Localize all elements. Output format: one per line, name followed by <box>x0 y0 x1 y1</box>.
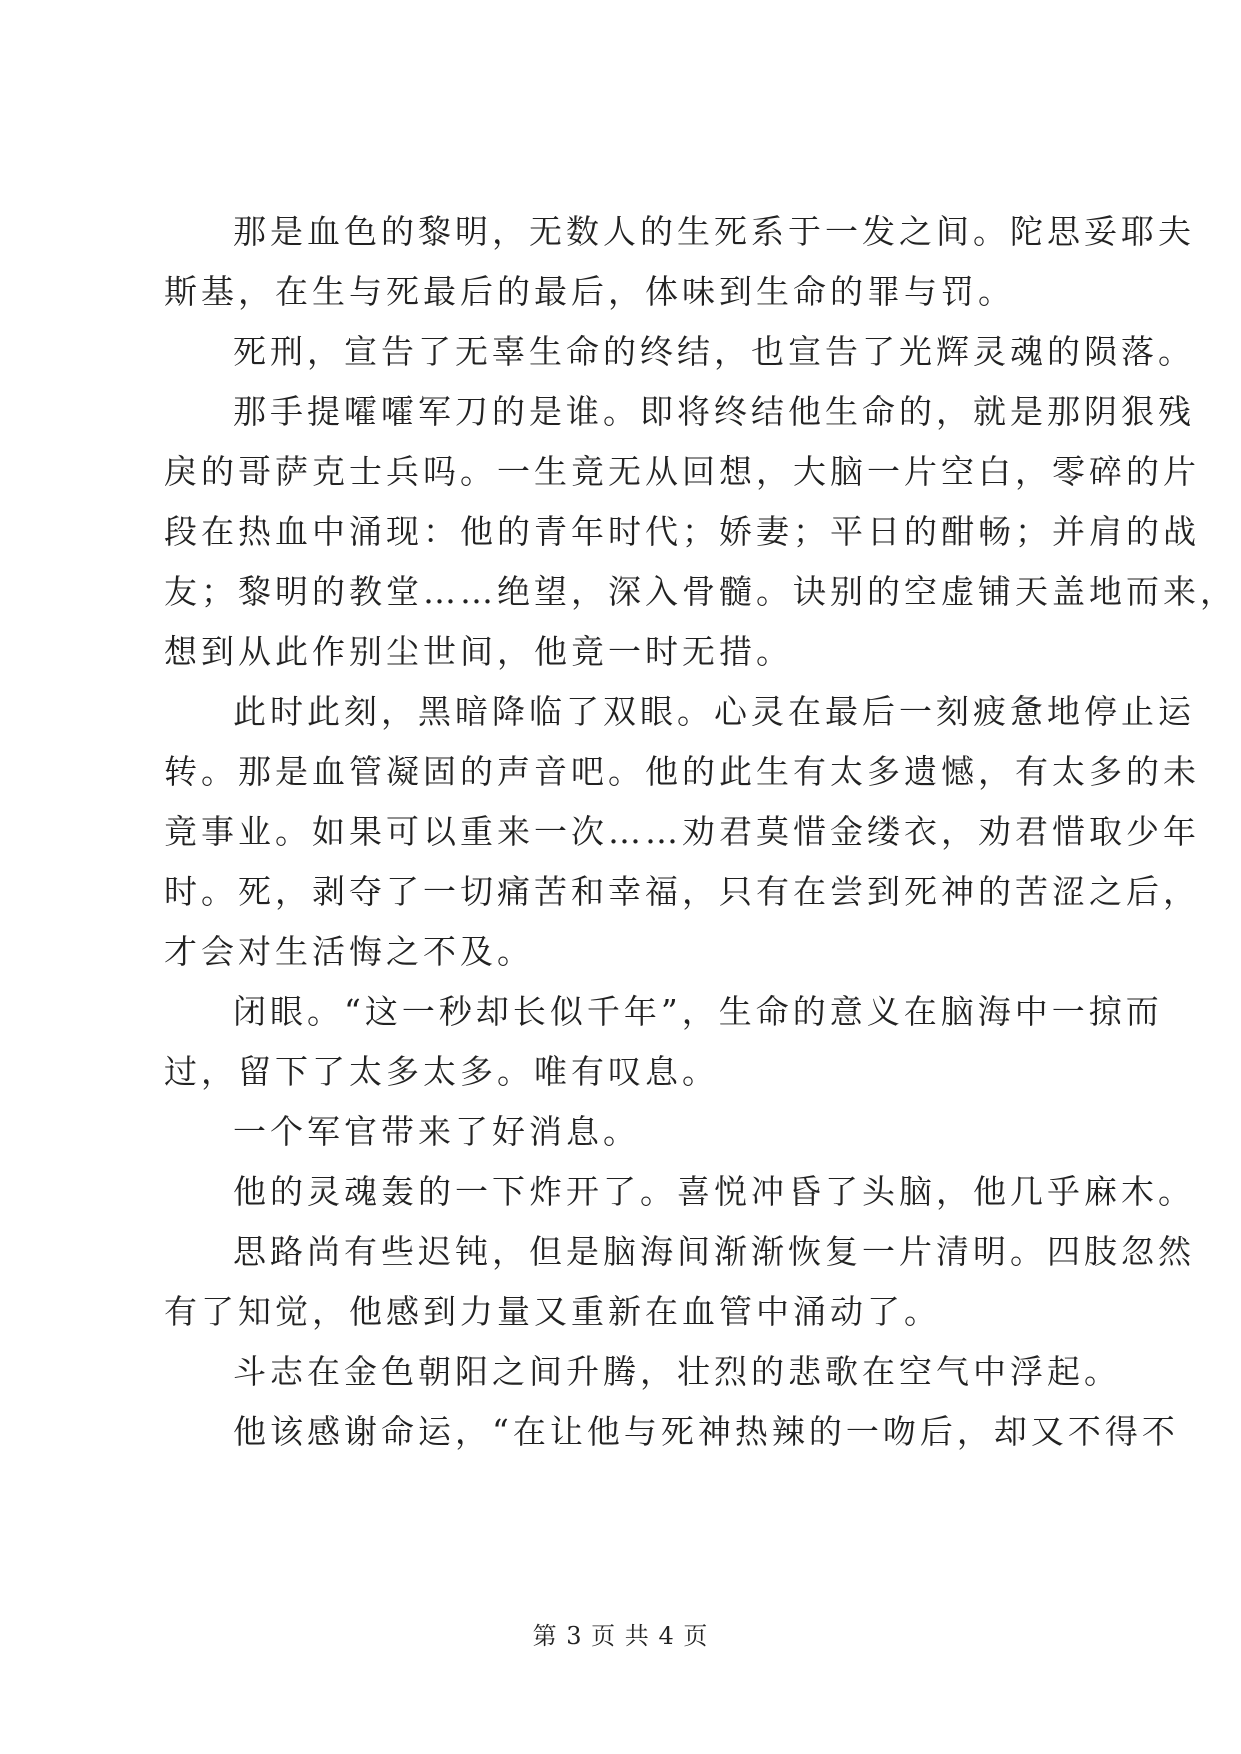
text-line: 过，留下了太多太多。唯有叹息。 <box>164 1052 719 1091</box>
text-line: 他该感谢命运，“在让他与死神热辣的一吻后，却又不得不 <box>233 1412 1179 1451</box>
text-line: 转。那是血管凝固的声音吧。他的此生有太多遗憾，有太多的未 <box>164 752 1200 791</box>
page-number-footer: 第 3 页 共 4 页 <box>532 1622 709 1650</box>
text-line: 斗志在金色朝阳之间升腾，壮烈的悲歌在空气中浮起。 <box>233 1352 1121 1391</box>
text-line: 他的灵魂轰的一下炸开了。喜悦冲昏了头脑，他几乎麻木。 <box>233 1172 1195 1211</box>
text-line: 有了知觉，他感到力量又重新在血管中涌动了。 <box>164 1292 941 1331</box>
text-line: 闭眼。“这一秒却长似千年”，生命的意义在脑海中一掠而 <box>233 992 1163 1031</box>
text-line: 思路尚有些迟钝，但是脑海间渐渐恢复一片清明。四肢忽然 <box>233 1232 1195 1271</box>
text-line: 戾的哥萨克士兵吗。一生竟无从回想，大脑一片空白，零碎的片 <box>164 452 1200 491</box>
text-line: 一个军官带来了好消息。 <box>233 1112 640 1151</box>
text-line: 想到从此作别尘世间，他竟一时无措。 <box>164 632 793 671</box>
text-line: 此时此刻，黑暗降临了双眼。心灵在最后一刻疲惫地停止运 <box>233 692 1195 731</box>
text-line: 那是血色的黎明，无数人的生死系于一发之间。陀思妥耶夫 <box>233 212 1195 251</box>
text-line: 段在热血中涌现：他的青年时代；娇妻；平日的酣畅；并肩的战 <box>164 512 1200 551</box>
text-line: 竟事业。如果可以重来一次……劝君莫惜金缕衣，劝君惜取少年 <box>164 812 1200 851</box>
text-line: 斯基，在生与死最后的最后，体味到生命的罪与罚。 <box>164 272 1015 311</box>
text-line: 才会对生活悔之不及。 <box>164 932 534 971</box>
text-line: 死刑，宣告了无辜生命的终结，也宣告了光辉灵魂的陨落。 <box>233 332 1195 371</box>
text-line: 时。死，剥夺了一切痛苦和幸福，只有在尝到死神的苦涩之后， <box>164 872 1200 911</box>
text-line: 友；黎明的教堂……绝望，深入骨髓。诀别的空虚铺天盖地而来， <box>164 572 1237 611</box>
text-line: 那手提嚯嚯军刀的是谁。即将终结他生命的，就是那阴狠残 <box>233 392 1195 431</box>
